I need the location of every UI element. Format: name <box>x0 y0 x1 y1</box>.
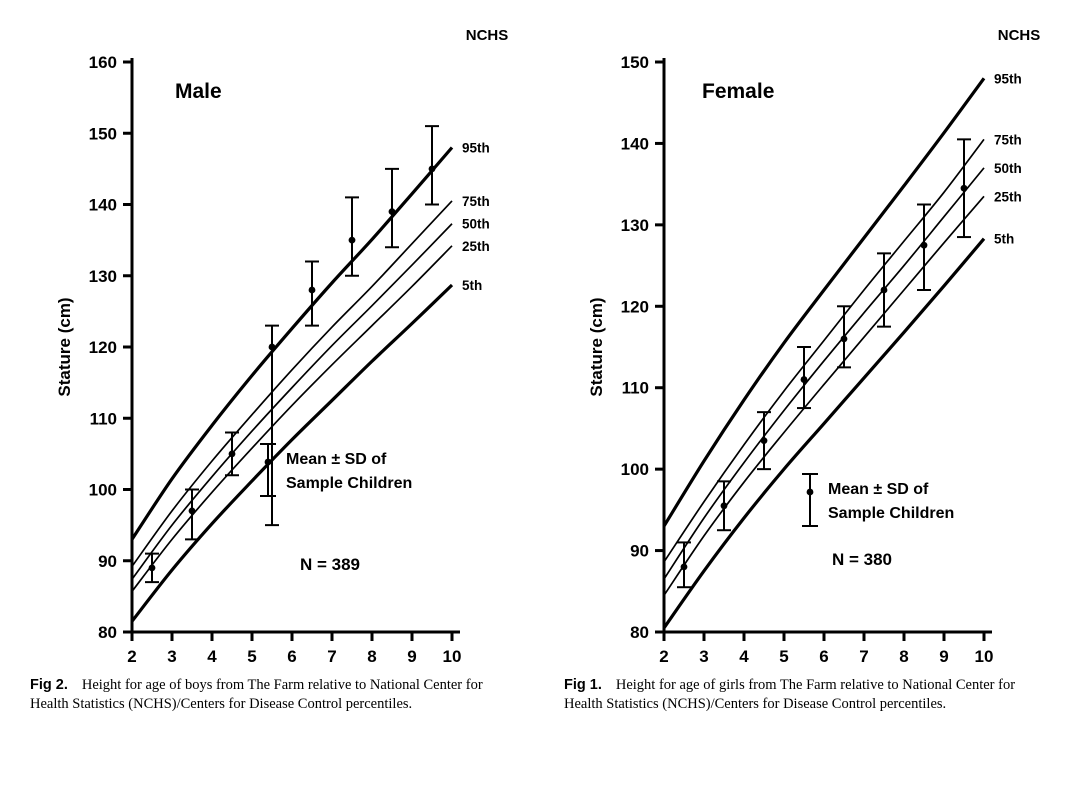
sample-size-label: N = 389 <box>300 555 361 574</box>
y-tick-label: 90 <box>630 541 649 561</box>
percentile-label-95th: 95th <box>994 71 1022 87</box>
female-chart-plot <box>542 0 1083 680</box>
y-tick-label: 120 <box>88 338 117 357</box>
x-tick-label: 8 <box>899 647 909 666</box>
mean-sd-marker <box>677 542 691 587</box>
caption-male <box>30 676 510 714</box>
x-tick-label: 4 <box>207 647 217 666</box>
y-tick-label: 110 <box>89 409 117 429</box>
x-tick-label: 2 <box>659 647 669 666</box>
y-axis-title: Stature (cm) <box>587 297 606 397</box>
percentile-label-75th: 75th <box>994 132 1022 148</box>
percentile-label-5th: 5th <box>462 278 483 294</box>
percentile-label-25th: 25th <box>462 238 490 254</box>
percentile-label-75th: 75th <box>462 193 490 209</box>
percentile-curve-75th <box>132 201 452 567</box>
caption-female-number: Fig 1. <box>564 677 602 693</box>
sex-label: Male <box>175 80 222 103</box>
percentile-curve-25th <box>664 196 984 595</box>
legend-line-2: Sample Children <box>828 505 955 522</box>
nchs-label: NCHS <box>465 27 509 44</box>
x-tick-label: 9 <box>407 647 417 666</box>
mean-sd-marker <box>185 490 199 540</box>
y-tick-label: 90 <box>98 551 117 571</box>
legend-line-1: Mean ± SD of <box>286 451 387 468</box>
sample-size-label: N = 380 <box>832 550 893 569</box>
y-tick-label: 120 <box>620 297 649 317</box>
male-chart-plot <box>0 0 541 680</box>
y-axis-title: Stature (cm) <box>55 297 74 397</box>
caption-male-text: Height for age of boys from The Farm relative to National Center for Health Statistics (NCHS)/Centers for Disease Control percentiles. <box>30 677 483 712</box>
mean-sd-marker <box>345 197 359 275</box>
x-tick-label: 3 <box>699 647 709 666</box>
x-tick-label: 10 <box>974 647 994 666</box>
x-tick-label: 5 <box>779 647 789 666</box>
percentile-label-5th: 5th <box>994 231 1015 247</box>
percentile-curve-5th <box>664 239 984 628</box>
legend-line-2: Sample Children <box>286 475 413 492</box>
caption-male-number: Fig 2. <box>30 677 68 693</box>
x-tick-label: 4 <box>739 647 749 666</box>
x-tick-label: 6 <box>287 647 297 666</box>
x-tick-label: 2 <box>127 647 137 666</box>
mean-sd-marker <box>385 169 399 247</box>
y-tick-label: 160 <box>88 53 117 72</box>
y-tick-label: 130 <box>88 266 117 286</box>
y-tick-label: 110 <box>621 378 649 398</box>
x-tick-label: 10 <box>442 647 462 666</box>
caption-female <box>564 676 1044 714</box>
mean-sd-marker <box>757 412 771 469</box>
panel-male <box>0 0 541 786</box>
legend-line-1: Mean ± SD of <box>828 481 929 498</box>
x-tick-label: 6 <box>819 647 829 666</box>
mean-sd-marker <box>837 306 851 367</box>
x-tick-label: 9 <box>939 647 949 666</box>
y-tick-label: 150 <box>88 124 117 144</box>
sex-label: Female <box>702 80 775 103</box>
y-tick-label: 140 <box>620 134 649 154</box>
y-tick-label: 80 <box>630 623 649 642</box>
y-tick-label: 100 <box>620 460 649 480</box>
x-tick-label: 7 <box>859 647 869 666</box>
female-chart-svg <box>542 0 1083 680</box>
y-tick-label: 140 <box>88 195 117 215</box>
nchs-label: NCHS <box>997 27 1041 44</box>
x-tick-label: 8 <box>367 647 377 666</box>
legend-marker <box>802 474 818 526</box>
panel-female <box>542 0 1083 786</box>
y-tick-label: 80 <box>98 623 117 642</box>
mean-sd-marker <box>877 253 891 326</box>
percentile-curve-50th <box>132 224 452 580</box>
mean-sd-marker <box>957 139 971 237</box>
mean-sd-marker <box>797 347 811 408</box>
y-tick-label: 150 <box>620 53 649 72</box>
percentile-label-25th: 25th <box>994 189 1022 205</box>
y-tick-label: 130 <box>620 215 649 235</box>
x-tick-label: 3 <box>167 647 177 666</box>
male-chart-svg <box>0 0 541 680</box>
mean-sd-marker <box>305 262 319 326</box>
percentile-label-95th: 95th <box>462 140 490 156</box>
x-tick-label: 5 <box>247 647 257 666</box>
percentile-curve-75th <box>664 139 984 562</box>
y-tick-label: 100 <box>88 480 117 500</box>
mean-sd-marker <box>225 433 239 476</box>
percentile-curve-25th <box>132 246 452 592</box>
percentile-curve-95th <box>664 78 984 526</box>
caption-female-text: Height for age of girls from The Farm relative to National Center for Health Statistics (NCHS)/Centers for Disease Control percentiles. <box>564 677 1016 712</box>
percentile-label-50th: 50th <box>994 160 1022 176</box>
mean-sd-marker <box>717 481 731 530</box>
x-tick-label: 7 <box>327 647 337 666</box>
percentile-label-50th: 50th <box>462 216 490 232</box>
